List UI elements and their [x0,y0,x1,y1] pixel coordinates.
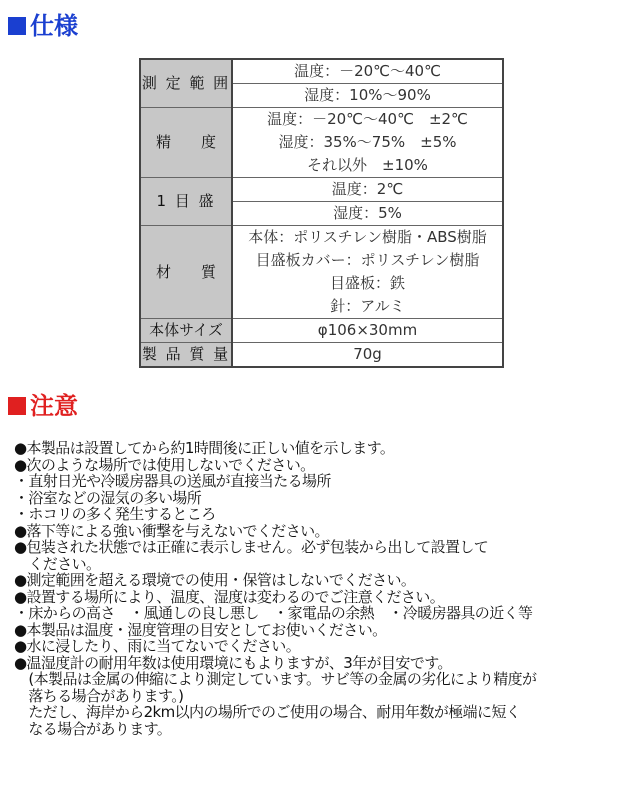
spec-row-scale-division [140,178,503,202]
caution-note: ただし、海岸から2km以内の場所でのご使用の場合、耐用年数が極端に短く [14,703,521,721]
caution-note: ・床からの高さ ・風通しの良し悪し ・家電品の余熱 ・冷暖房器具の近く等 [14,604,533,622]
spec-value: 湿度：35%～75% ±5% [232,131,503,154]
spec-row-measurement-range [140,59,503,84]
spec-row-material [140,226,503,250]
caution-heading-text: 注意 [30,392,78,420]
spec-value: 70g [232,343,503,368]
spec-value: 目盛板カバー：ポリスチレン樹脂 [232,249,503,272]
spec-value: 温度：－20℃～40℃ [232,59,503,84]
caution-note: ●本製品は温度・湿度管理の目安としてお使いください。 [14,620,387,639]
spec-value: 針：アルミ [232,295,503,319]
caution-note: ●本製品は設置してから約1時間後に正しい値を示します。 [14,439,395,457]
spec-row-product-weight [140,343,503,368]
caution-note: ・浴室などの湿気の多い場所 [14,488,202,507]
spec-value: φ106×30mm [232,319,503,343]
red-square-icon [8,397,26,415]
spec-table [139,58,504,368]
caution-note: ・ホコリの多く発生するところ [14,505,216,523]
caution-note: (本製品は金属の伸縮により測定しています。サビ等の金属の劣化により精度が [14,670,537,688]
spec-label-measurement-range: 測 定 範 囲 [140,59,232,108]
spec-label-product-weight: 製 品 質 量 [140,343,232,368]
blue-square-icon [8,17,26,35]
spec-heading [8,12,78,40]
spec-row-accuracy [140,108,503,132]
caution-note: ●包装された状態では正確に表示しません。必ず包装から出して設置して [14,538,489,556]
spec-label-material: 材 質 [140,226,232,319]
caution-note: ●設置する場所により、温度、湿度は変わるのでご注意ください。 [14,587,445,606]
spec-value: 本体：ポリスチレン樹脂・ABS樹脂 [232,226,503,250]
spec-value: 湿度：10%～90% [232,84,503,108]
caution-note: ●落下等による強い衝撃を与えないでください。 [14,521,329,540]
spec-value: それ以外 ±10% [232,154,503,178]
caution-notes [14,440,634,737]
caution-note: なる場合があります。 [14,719,172,738]
caution-note: 落ちる場合があります。) [14,686,184,705]
caution-heading [8,392,78,420]
spec-label-accuracy: 精 度 [140,108,232,178]
spec-value: 温度：－20℃～40℃ ±2℃ [232,108,503,132]
spec-value: 温度：2℃ [232,178,503,202]
caution-note: ●次のような場所では使用しないでください。 [14,455,315,474]
spec-label-body-size: 本体サイズ [140,319,232,343]
spec-value: 目盛板：鉄 [232,272,503,295]
caution-note: ●温湿度計の耐用年数は使用環境にもよりますが、3年が目安です。 [14,653,452,672]
spec-value: 湿度：5% [232,202,503,226]
caution-note: ください。 [14,554,101,573]
spec-heading-text: 仕様 [30,12,78,40]
caution-note: ●測定範囲を超える環境での使用・保管はしないでください。 [14,571,416,589]
spec-row-body-size [140,319,503,343]
spec-label-scale-division: 1 目 盛 [140,178,232,226]
caution-note: ●水に浸したり、雨に当てないでください。 [14,637,301,655]
caution-note: ・直射日光や冷暖房器具の送風が直接当たる場所 [14,472,331,490]
